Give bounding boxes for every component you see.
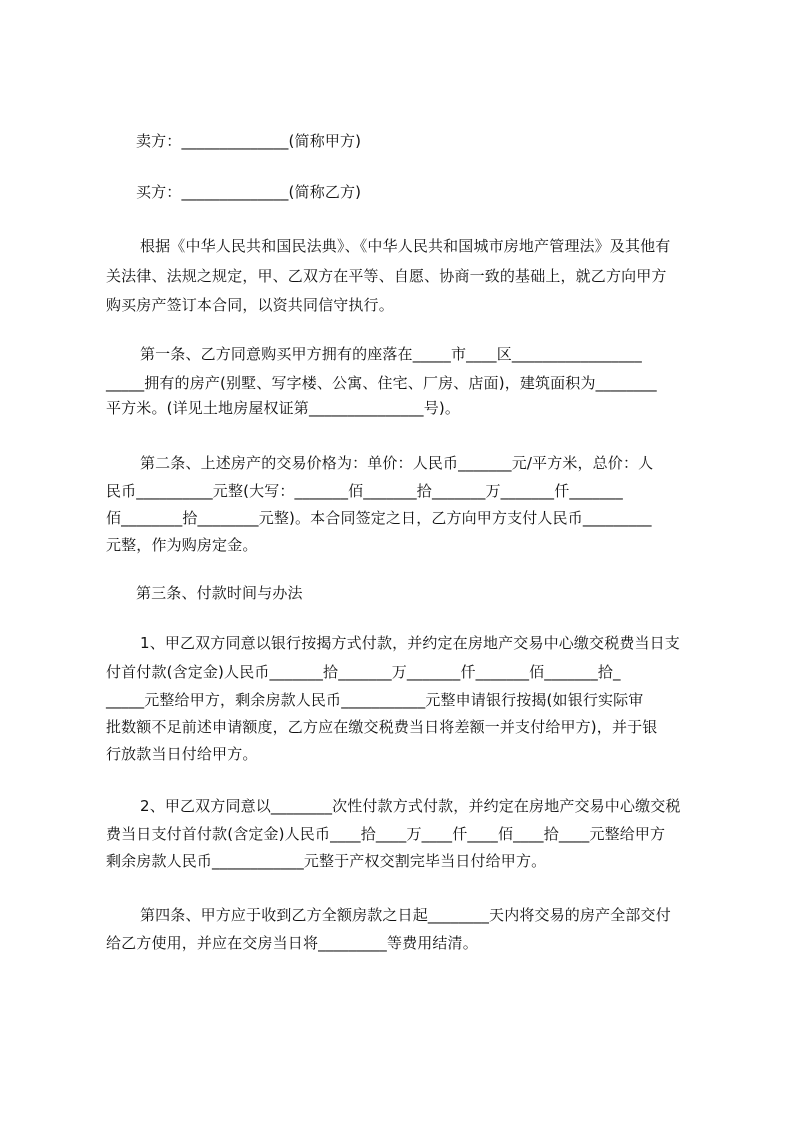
preamble-line: 根据《中华人民共和国民法典》、《中华人民共和国城市房地产管理法》及其他有: [140, 237, 671, 255]
article4-line: 第四条、甲方应于收到乙方全额房款之日起________天内将交易的房产全部交付: [140, 906, 671, 924]
clause1-line: 付首付款(含定金)人民币_______拾_______万_______仟_______佰_______拾_: [106, 663, 621, 681]
article1-line: _____拥有的房产(别墅、写字楼、公寓、住宅、厂房、店面)，建筑面积为________: [106, 374, 657, 392]
clause1-line: 1、甲乙双方同意以银行按揭方式付款，并约定在房地产交易中心缴交税费当日支: [140, 634, 680, 652]
clause2-line: 2、甲乙双方同意以________次性付款方式付款，并约定在房地产交易中心缴交税: [140, 797, 681, 815]
article2-line: 第二条、上述房产的交易价格为：单价：人民币_______元/平方米，总价：人: [140, 454, 654, 472]
clause2-line: 剩余房款人民币____________元整于产权交割完毕当日付给甲方。: [106, 852, 547, 870]
preamble-line: 关法律、法规之规定，甲、乙双方在平等、自愿、协商一致的基础上，就乙方向甲方: [106, 267, 667, 285]
clause1-line: 行放款当日付给甲方。: [106, 745, 258, 763]
article2-line: 民币__________元整(大写：_______佰_______拾_______万_______仟_______: [106, 482, 623, 500]
seller-line: 卖方：______________(简称甲方): [136, 132, 362, 150]
article4-line: 给乙方使用，并应在交房当日将_________等费用结清。: [106, 934, 478, 952]
clause2-line: 费当日支付首付款(含定金)人民币____拾____万____仟____佰____拾____元整给甲方: [106, 825, 666, 843]
article1-line: 平方米。(详见土地房屋权证第_______________号)。: [106, 399, 461, 417]
clause1-line: _____元整给甲方，剩余房款人民币___________元整申请银行按揭(如银行实际审: [106, 691, 644, 709]
article3-title: 第三条、付款时间与办法: [136, 584, 303, 602]
preamble-line: 购买房产签订本合同，以资共同信守执行。: [106, 296, 394, 314]
article1-line: 第一条、乙方同意购买甲方拥有的座落在_____市____区_________________: [140, 345, 642, 363]
clause1-line: 批数额不足前述申请额度，乙方应在缴交税费当日将差额一并支付给甲方)，并于银: [106, 718, 658, 736]
buyer-line: 买方：______________(简称乙方): [136, 183, 362, 201]
article2-line: 元整，作为购房定金。: [106, 536, 258, 554]
article2-line: 佰________拾________元整)。本合同签定之日，乙方向甲方支付人民币_________: [106, 509, 652, 527]
